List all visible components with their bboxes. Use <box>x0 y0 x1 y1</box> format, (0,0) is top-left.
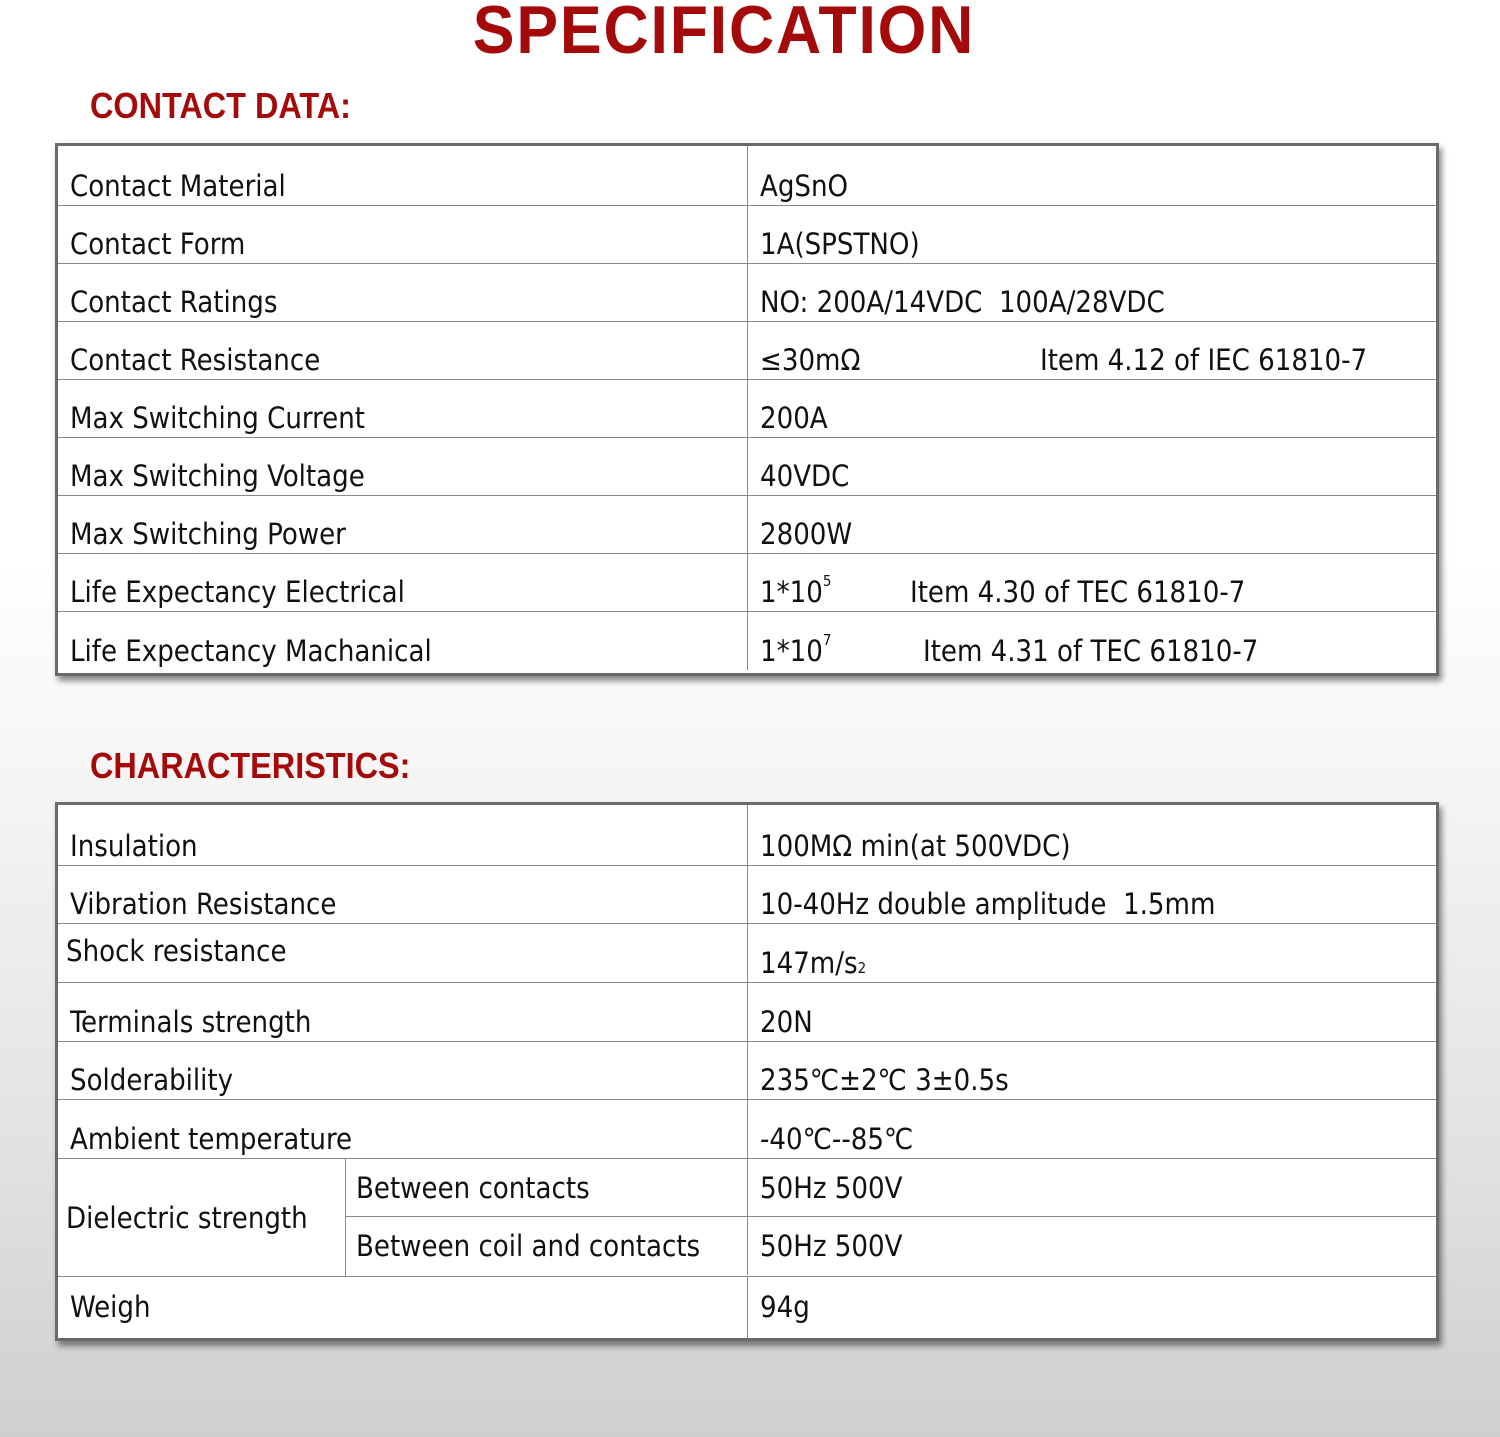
value-note: Item 4.12 of IEC 61810-7 <box>1040 343 1368 377</box>
table-row <box>58 866 1436 924</box>
dielectric-strength-row <box>58 1159 1436 1277</box>
row-value: NO: 200A/14VDC 100A/28VDC <box>760 285 1165 319</box>
sub-row-label: Between coil and contacts <box>346 1217 748 1275</box>
dielectric-sub-row <box>346 1217 1436 1275</box>
characteristics-table <box>55 802 1439 1341</box>
row-value: 40VDC <box>760 459 850 493</box>
value-exponent: 7 <box>822 631 832 649</box>
row-label: Contact Resistance <box>58 322 748 379</box>
value-exponent: 2 <box>857 959 867 977</box>
dielectric-label: Dielectric strength <box>58 1159 346 1276</box>
table-row <box>58 1277 1436 1339</box>
table-row <box>58 264 1436 322</box>
value-base: 1*10 <box>760 575 823 609</box>
row-value: 94g <box>760 1290 810 1324</box>
row-label: Contact Form <box>58 206 748 263</box>
table-row <box>58 322 1436 380</box>
value-main: ≤30mΩ <box>760 343 861 377</box>
sub-row-label: Between contacts <box>346 1159 748 1216</box>
row-label: Vibration Resistance <box>58 866 748 923</box>
table-row <box>58 496 1436 554</box>
row-value: 2800W <box>760 517 853 551</box>
table-row <box>58 612 1436 670</box>
table-row <box>58 805 1436 866</box>
row-value: -40℃--85℃ <box>760 1122 914 1156</box>
value-main <box>760 572 910 609</box>
table-row <box>58 380 1436 438</box>
row-label: Life Expectancy Machanical <box>58 612 748 670</box>
sub-row-value: 50Hz 500V <box>760 1229 903 1263</box>
row-value: 1A(SPSTNO) <box>760 227 920 261</box>
value-note: Item 4.30 of TEC 61810-7 <box>910 575 1246 609</box>
value-note: Item 4.31 of TEC 61810-7 <box>923 634 1259 668</box>
table-row <box>58 554 1436 612</box>
dielectric-sub-row <box>346 1159 1436 1217</box>
page-title: SPECIFICATION <box>472 0 976 68</box>
row-label: Life Expectancy Electrical <box>58 554 748 611</box>
row-label: Shock resistance <box>58 924 748 982</box>
table-row <box>58 206 1436 264</box>
row-label: Contact Material <box>58 146 748 205</box>
row-label: Max Switching Power <box>58 496 748 553</box>
row-label: Contact Ratings <box>58 264 748 321</box>
contact-data-table <box>55 143 1439 676</box>
row-value <box>748 554 1436 611</box>
characteristics-heading: CHARACTERISTICS: <box>90 745 411 786</box>
row-value: 100MΩ min(at 500VDC) <box>760 829 1071 863</box>
table-row <box>58 983 1436 1042</box>
table-row <box>58 438 1436 496</box>
row-value: 200A <box>760 401 828 435</box>
row-label: Solderability <box>58 1042 748 1099</box>
row-value: 235℃±2℃ 3±0.5s <box>760 1063 1009 1097</box>
row-value: 10-40Hz double amplitude 1.5mm <box>760 887 1216 921</box>
table-row <box>58 146 1436 206</box>
row-value <box>748 924 1436 982</box>
sub-row-value: 50Hz 500V <box>760 1170 903 1205</box>
row-label: Max Switching Current <box>58 380 748 437</box>
value-base: 1*10 <box>760 634 823 668</box>
row-label: Ambient temperature <box>58 1100 748 1158</box>
value-exponent: 5 <box>822 572 832 590</box>
row-value <box>748 612 1436 670</box>
contact-data-heading: CONTACT DATA: <box>90 85 351 126</box>
table-row <box>58 1042 1436 1100</box>
row-value: 20N <box>760 1005 813 1039</box>
value-main <box>760 631 923 668</box>
row-label: Weigh <box>58 1277 748 1339</box>
row-label: Terminals strength <box>58 983 748 1041</box>
row-value: AgSnO <box>760 169 849 203</box>
table-row <box>58 924 1436 983</box>
value-base: 147m/s <box>760 946 858 980</box>
table-row <box>58 1100 1436 1159</box>
row-label: Max Switching Voltage <box>58 438 748 495</box>
dielectric-sub-rows <box>346 1159 1436 1276</box>
row-label: Insulation <box>58 805 748 865</box>
row-value <box>748 322 1436 379</box>
